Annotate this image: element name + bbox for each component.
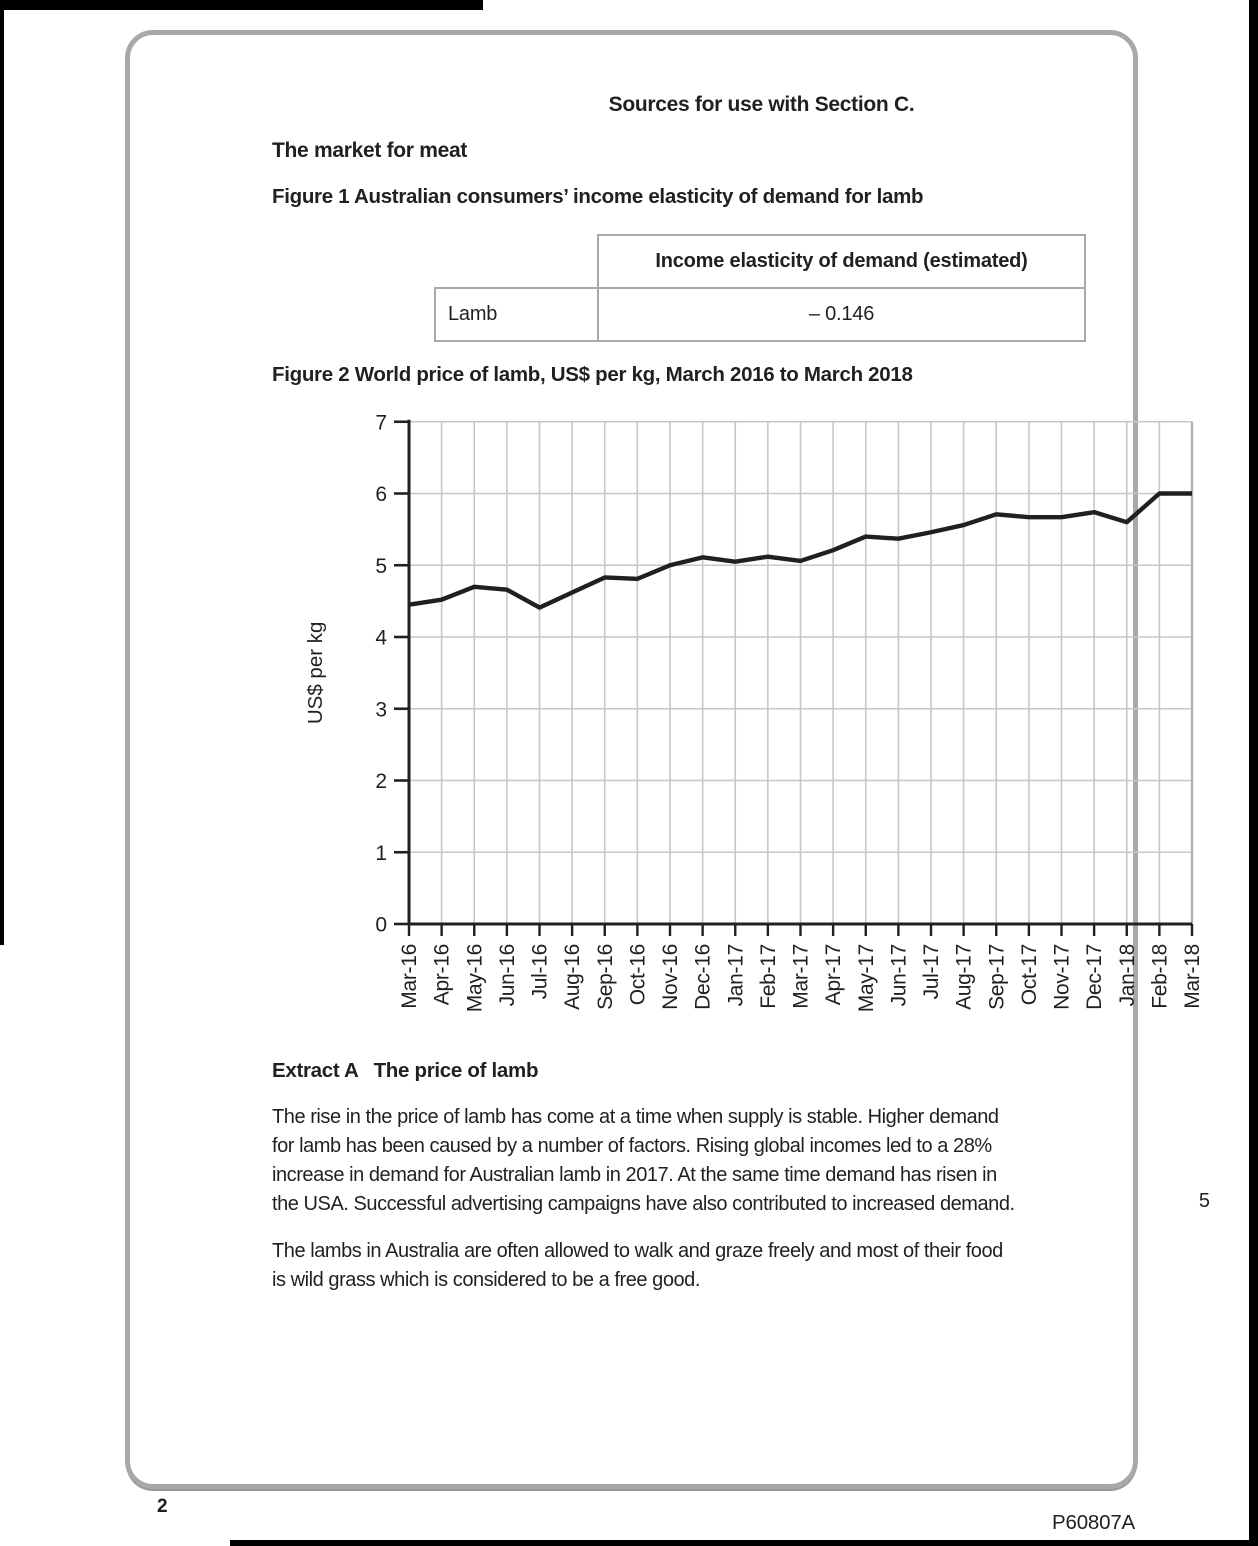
svg-text:Sep-16: Sep-16: [593, 944, 617, 1010]
svg-text:Feb-18: Feb-18: [1148, 944, 1172, 1009]
svg-text:Sep-17: Sep-17: [985, 944, 1009, 1010]
svg-text:7: 7: [375, 411, 387, 435]
section-heading: The market for meat: [272, 139, 468, 162]
svg-text:6: 6: [375, 483, 387, 506]
paragraph-line: increase in demand for Australian lamb in 2017. At the same time demand has risen in: [272, 1164, 997, 1186]
svg-text:Jan-18: Jan-18: [1115, 944, 1139, 1007]
paragraph-line: the USA. Successful advertising campaigns have also contributed to increased demand.: [272, 1193, 1015, 1215]
svg-text:Jul-17: Jul-17: [920, 944, 943, 1000]
svg-text:Dec-16: Dec-16: [691, 944, 715, 1010]
scan-artifact-left: [0, 0, 4, 945]
paragraph-line: The lambs in Australia are often allowed to walk and graze freely and most of their food: [272, 1240, 1003, 1262]
svg-text:Oct-16: Oct-16: [626, 944, 650, 1006]
paper-code: P60807A: [1052, 1511, 1135, 1534]
paragraph-line: The rise in the price of lamb has come at a time when supply is stable. Higher demand: [272, 1106, 999, 1128]
paragraph-line: is wild grass which is considered to be a free good.: [272, 1269, 700, 1291]
svg-text:Apr-16: Apr-16: [430, 944, 454, 1006]
lamb-price-line-chart: [290, 408, 1240, 1040]
svg-text:Jun-16: Jun-16: [495, 944, 519, 1007]
svg-text:4: 4: [375, 626, 387, 650]
svg-text:Dec-17: Dec-17: [1083, 944, 1107, 1010]
svg-text:US$ per kg: US$ per kg: [304, 621, 327, 725]
svg-text:Feb-17: Feb-17: [756, 944, 780, 1009]
scan-artifact-top: [0, 0, 483, 10]
svg-text:Jul-16: Jul-16: [528, 944, 552, 1000]
table-header-cell: Income elasticity of demand (estimated): [597, 234, 1086, 289]
table-row-label: Lamb: [434, 287, 599, 342]
extract-paragraph-1: [272, 1103, 1015, 1219]
svg-text:Jan-17: Jan-17: [724, 944, 748, 1007]
svg-text:Nov-16: Nov-16: [659, 944, 682, 1010]
extract-paragraph-2: [272, 1237, 1003, 1295]
svg-text:Aug-17: Aug-17: [952, 944, 976, 1010]
table-row-value: – 0.146: [597, 287, 1086, 342]
figure2-title: Figure 2 World price of lamb, US$ per kg, March 2016 to March 2018: [272, 363, 913, 386]
svg-text:Apr-17: Apr-17: [822, 944, 846, 1006]
svg-text:2: 2: [375, 770, 387, 793]
svg-text:Jun-17: Jun-17: [887, 944, 911, 1007]
svg-text:Mar-17: Mar-17: [789, 944, 813, 1009]
extract-heading: [272, 1059, 538, 1083]
source-booklet-frame: [125, 30, 1210, 1489]
svg-text:0: 0: [375, 913, 387, 937]
svg-text:May-17: May-17: [854, 944, 878, 1013]
extract-heading-title: The price of lamb: [373, 1059, 539, 1082]
svg-text:1: 1: [375, 841, 387, 865]
svg-text:Oct-17: Oct-17: [1017, 944, 1041, 1006]
figure1-title: Figure 1 Australian consumers’ income elasticity of demand for lamb: [272, 185, 924, 208]
extract-line-number: 5: [1198, 1190, 1210, 1212]
page-title: Sources for use with Section C.: [608, 93, 915, 116]
scan-artifact-right: [1249, 0, 1258, 1546]
page-number: 2: [157, 1496, 168, 1517]
svg-text:Aug-16: Aug-16: [561, 944, 585, 1010]
svg-text:Mar-18: Mar-18: [1181, 944, 1204, 1009]
paragraph-line: for lamb has been caused by a number of factors. Rising global incomes led to a 28%: [272, 1135, 992, 1157]
svg-text:Mar-16: Mar-16: [398, 944, 421, 1009]
svg-text:May-16: May-16: [463, 944, 487, 1013]
svg-text:3: 3: [375, 698, 387, 722]
svg-text:5: 5: [375, 554, 387, 578]
svg-text:Nov-17: Nov-17: [1050, 944, 1074, 1010]
scan-artifact-bottom: [230, 1540, 1258, 1546]
extract-heading-label: Extract A: [272, 1059, 359, 1082]
